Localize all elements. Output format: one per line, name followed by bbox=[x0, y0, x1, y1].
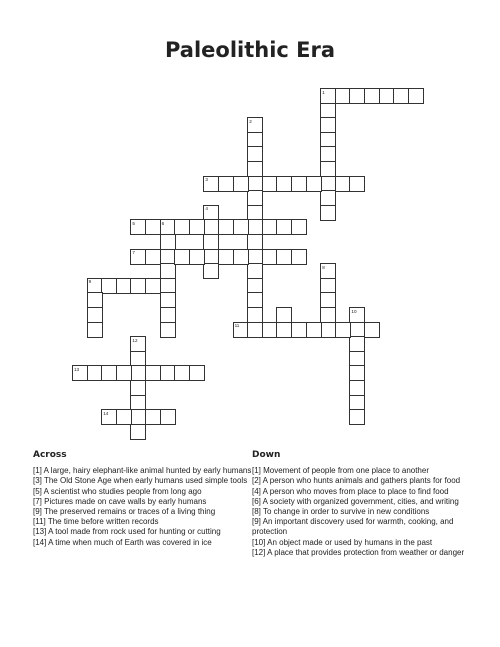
grid-cell[interactable] bbox=[349, 395, 365, 411]
grid-cell[interactable] bbox=[320, 322, 336, 338]
grid-cell[interactable] bbox=[320, 307, 336, 323]
grid-cell[interactable] bbox=[247, 322, 263, 338]
grid-cell[interactable] bbox=[247, 292, 263, 308]
across-clues bbox=[33, 450, 258, 548]
grid-cell[interactable] bbox=[218, 219, 234, 235]
grid-cell[interactable] bbox=[203, 249, 219, 265]
grid-cell[interactable] bbox=[130, 380, 146, 396]
grid-cell[interactable] bbox=[160, 249, 176, 265]
grid-cell[interactable] bbox=[145, 278, 161, 294]
across-clue: [11] The time before written records bbox=[33, 517, 159, 527]
grid-cell[interactable] bbox=[130, 395, 146, 411]
grid-cell[interactable] bbox=[247, 190, 263, 206]
grid-cell[interactable] bbox=[247, 161, 263, 177]
grid-cell[interactable] bbox=[335, 176, 351, 192]
across-clue: [5] A scientist who studies people from long ago bbox=[33, 486, 202, 496]
grid-cell[interactable] bbox=[364, 88, 380, 104]
grid-cell[interactable] bbox=[349, 176, 365, 192]
grid-cell[interactable] bbox=[130, 351, 146, 367]
clue-number: 2 bbox=[249, 118, 252, 124]
clue-number: 9 bbox=[88, 279, 92, 285]
clue-number: 13 bbox=[74, 366, 80, 372]
grid-cell[interactable] bbox=[306, 322, 322, 338]
across-clue: [9] The preserved remains or traces of a living thing bbox=[33, 507, 216, 517]
grid-cell[interactable] bbox=[262, 322, 278, 338]
grid-cell[interactable] bbox=[364, 322, 380, 338]
across-clue: [14] A time when much of Earth was covered in ice bbox=[33, 537, 212, 547]
grid-cell[interactable] bbox=[87, 365, 103, 381]
down-clue: [4] A person who moves from place to place to find food bbox=[252, 486, 449, 496]
clue-number: 6 bbox=[161, 220, 165, 226]
down-clue: [10] An object made or used by humans in the past bbox=[252, 537, 433, 547]
grid-cell[interactable] bbox=[320, 103, 336, 119]
grid-cell[interactable] bbox=[189, 219, 205, 235]
grid-cell[interactable] bbox=[320, 278, 336, 294]
grid-cell[interactable] bbox=[320, 117, 336, 133]
grid-cell[interactable] bbox=[276, 249, 292, 265]
grid-cell[interactable] bbox=[247, 176, 263, 192]
grid-cell[interactable] bbox=[145, 219, 161, 235]
grid-cell[interactable] bbox=[203, 234, 219, 250]
grid-cell[interactable] bbox=[189, 365, 205, 381]
grid-cell[interactable] bbox=[101, 278, 117, 294]
down-clue: [12] A place that provides protection from weather or danger bbox=[252, 547, 465, 557]
across-clue: [7] Pictures made on cave walls by early humans bbox=[33, 496, 207, 506]
grid-cell[interactable] bbox=[203, 263, 219, 279]
grid-cell[interactable] bbox=[87, 307, 103, 323]
grid-cell[interactable] bbox=[247, 219, 263, 235]
down-clue: [2] A person who hunts animals and gathers plants for food bbox=[252, 476, 461, 486]
grid-cell[interactable] bbox=[160, 307, 176, 323]
grid-cell[interactable] bbox=[145, 409, 161, 425]
grid-cell[interactable] bbox=[320, 161, 336, 177]
grid-cell[interactable] bbox=[116, 278, 132, 294]
grid-cell[interactable] bbox=[276, 176, 292, 192]
across-clue: [3] The Old Stone Age when early humans used simple tools bbox=[33, 476, 248, 486]
grid-cell[interactable] bbox=[160, 365, 176, 381]
clue-number: 12 bbox=[132, 337, 138, 343]
grid-cell[interactable] bbox=[233, 176, 249, 192]
grid-cell[interactable] bbox=[320, 176, 336, 192]
grid-cell[interactable] bbox=[349, 336, 365, 352]
grid-cell[interactable] bbox=[335, 88, 351, 104]
grid-cell[interactable] bbox=[262, 249, 278, 265]
down-heading: Down bbox=[252, 450, 281, 460]
clue-number: 3 bbox=[205, 177, 208, 183]
grid-cell[interactable] bbox=[379, 88, 395, 104]
grid-cell[interactable] bbox=[145, 249, 161, 265]
across-heading: Across bbox=[33, 450, 67, 460]
down-clue: [8] To change in order to survive in new conditions bbox=[252, 507, 430, 517]
clue-number: 1 bbox=[322, 89, 325, 95]
grid-cell[interactable] bbox=[349, 365, 365, 381]
grid-cell[interactable] bbox=[247, 307, 263, 323]
clue-number: 5 bbox=[132, 220, 135, 226]
grid-cell[interactable] bbox=[130, 278, 146, 294]
grid-cell[interactable] bbox=[189, 249, 205, 265]
grid-cell[interactable] bbox=[335, 322, 351, 338]
grid-cell[interactable] bbox=[130, 365, 146, 381]
grid-cell[interactable] bbox=[247, 263, 263, 279]
down-clue: [6] A society with organized government, cities, and writing bbox=[252, 496, 459, 506]
grid-cell[interactable] bbox=[247, 132, 263, 148]
grid-cell[interactable] bbox=[160, 292, 176, 308]
across-clue: [1] A large, hairy elephant-like animal hunted by early humans bbox=[33, 466, 252, 476]
page-title: Paleolithic Era bbox=[164, 38, 336, 62]
grid-cell[interactable] bbox=[174, 219, 190, 235]
grid-cell[interactable] bbox=[291, 322, 307, 338]
grid-cell[interactable] bbox=[291, 249, 307, 265]
grid-cell[interactable] bbox=[233, 219, 249, 235]
down-clues bbox=[252, 450, 472, 558]
grid-cell[interactable] bbox=[174, 365, 190, 381]
grid-cell[interactable] bbox=[145, 365, 161, 381]
grid-cell[interactable] bbox=[174, 249, 190, 265]
clue-number: 14 bbox=[103, 410, 109, 416]
grid-cell[interactable] bbox=[320, 146, 336, 162]
clue-number: 4 bbox=[205, 206, 208, 212]
grid-cell[interactable] bbox=[247, 278, 263, 294]
grid-cell[interactable] bbox=[408, 88, 424, 104]
grid-cell[interactable] bbox=[101, 365, 117, 381]
grid-cell[interactable] bbox=[306, 176, 322, 192]
grid-cell[interactable] bbox=[247, 146, 263, 162]
grid-cell[interactable] bbox=[291, 219, 307, 235]
grid-cell[interactable] bbox=[320, 132, 336, 148]
grid-cell[interactable] bbox=[262, 176, 278, 192]
clue-number: 10 bbox=[351, 308, 357, 314]
grid-cell[interactable] bbox=[203, 219, 219, 235]
grid-cell[interactable] bbox=[349, 380, 365, 396]
grid-cell[interactable] bbox=[160, 409, 176, 425]
grid-cell[interactable] bbox=[349, 351, 365, 367]
grid-cell[interactable] bbox=[130, 424, 146, 440]
grid-cell[interactable] bbox=[218, 249, 234, 265]
grid-cell[interactable] bbox=[116, 365, 132, 381]
grid-cell[interactable] bbox=[262, 219, 278, 235]
grid-cell[interactable] bbox=[276, 322, 292, 338]
grid-cell[interactable] bbox=[160, 278, 176, 294]
grid-cell[interactable] bbox=[160, 322, 176, 338]
clue-number: 11 bbox=[234, 323, 240, 329]
grid-cell[interactable] bbox=[130, 409, 146, 425]
grid-cell[interactable] bbox=[247, 234, 263, 250]
grid-cell[interactable] bbox=[276, 307, 292, 323]
grid-cell[interactable] bbox=[160, 234, 176, 250]
down-clue: [1] Movement of people from one place to another bbox=[252, 466, 429, 476]
grid-cell[interactable] bbox=[87, 292, 103, 308]
across-clue: [13] A tool made from rock used for hunting or cutting bbox=[33, 527, 221, 537]
grid-cell[interactable] bbox=[218, 176, 234, 192]
grid-cell[interactable] bbox=[160, 263, 176, 279]
grid-cell[interactable] bbox=[320, 292, 336, 308]
grid-cell[interactable] bbox=[233, 249, 249, 265]
grid-cell[interactable] bbox=[116, 409, 132, 425]
down-clue: [9] An important discovery used for warmth, cooking, and protection bbox=[252, 517, 454, 537]
clue-number: 7 bbox=[132, 250, 135, 256]
grid-cell[interactable] bbox=[87, 322, 103, 338]
grid-cell[interactable] bbox=[320, 190, 336, 206]
grid-cell[interactable] bbox=[247, 205, 263, 221]
grid-cell[interactable] bbox=[320, 205, 336, 221]
grid-cell[interactable] bbox=[247, 249, 263, 265]
grid-cell[interactable] bbox=[349, 409, 365, 425]
grid-cell[interactable] bbox=[393, 88, 409, 104]
grid-cell[interactable] bbox=[291, 176, 307, 192]
grid-cell[interactable] bbox=[276, 219, 292, 235]
grid-cell[interactable] bbox=[349, 322, 365, 338]
grid-cell[interactable] bbox=[349, 88, 365, 104]
clue-number: 8 bbox=[322, 264, 325, 270]
